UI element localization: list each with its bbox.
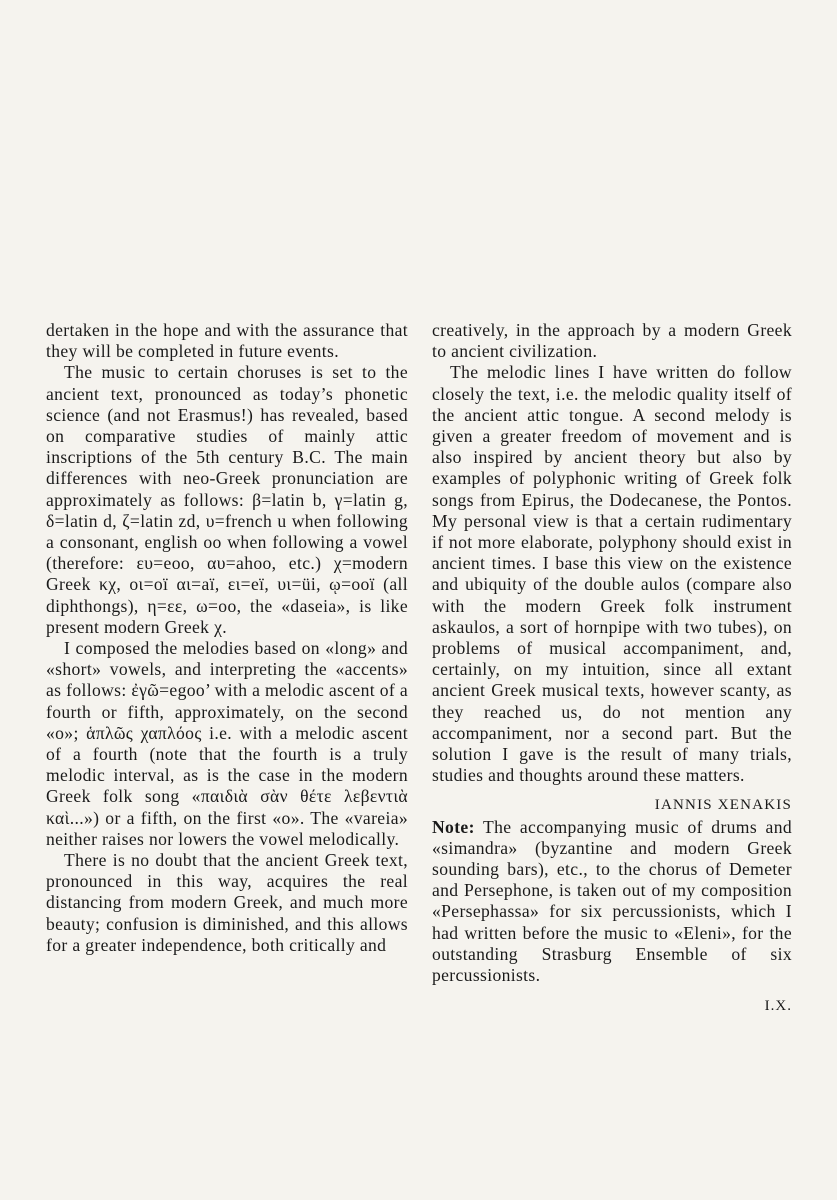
paragraph: I composed the melodies based on «long» and «short» vowels, and interpreting the «accents» as follows: ἐγῶ=egoo’ with a melodic ascent of a fourth or fifth, approximately, on the second «o»; ἁπλῶς χαπλόος i.e. with a melodic ascent of a fourth (note that the fourth is a truly melodic interval, as is the case in the modern Greek folk song «παιδιὰ σὰν θέτε λεβεντιὰ καὶ...») or a fifth, on the first «o». The «vareia» neither raises nor lowers the vowel melodically.: [46, 638, 408, 849]
paragraph: creatively, in the approach by a modern Greek to ancient civilization.: [432, 320, 792, 362]
note-paragraph: [432, 817, 792, 987]
author-signature: IANNIS XENAKIS: [654, 797, 792, 814]
paragraph: There is no doubt that the ancient Greek text, pronounced in this way, acquires the real distancing from modern Greek, and much more beauty; confusion is diminished, and this allows for a greater independence, both critically and: [46, 850, 408, 955]
paragraph: The music to certain choruses is set to the ancient text, pronounced as today’s phonetic science (and not Erasmus!) has revealed, based on comparative studies of mainly attic inscriptions of the 5th century B.C. The main differences with neo-Greek pronunciation are approximately as follows: β=latin b, γ=latin g, δ=latin d, ζ=latin zd, υ=french u when following a consonant, english oo when following a vowel (therefore: ευ=eoo, αυ=ahoo, etc.) χ=modern Greek κχ, οι=oï αι=aï, ει=eï, υι=üi, ῳ=ooï (all diphthongs), η=εε, ω=oo, the «daseia», is like present modern Greek χ.: [46, 362, 408, 637]
note-label: Note:: [432, 816, 475, 837]
paragraph: The melodic lines I have written do follow closely the text, i.e. the melodic quality itself of the ancient attic tongue. A second melody is given a greater freedom of movement and is also inspired by ancient theory but also by examples of polyphonic writing of Greek folk songs from Epirus, the Dodecanese, the Pontos. My personal view is that a certain rudimentary if not more elaborate, polyphony should exist in ancient times. I base this view on the existence and ubiquity of the double aulos (compare also with the modern Greek folk instrument askaulos, a sort of hornpipe with two tubes), on problems of musical accompaniment, and, certainly, on my intuition, since all extant ancient Greek musical texts, however scanty, as they reached us, do not mention any accompaniment, nor a second part. But the solution I gave is the result of many trials, studies and thoughts around these matters.: [432, 362, 792, 786]
paragraph: dertaken in the hope and with the assurance that they will be completed in future events.: [46, 320, 408, 362]
right-text-column: [432, 320, 792, 1018]
note-text: The accompanying music of drums and «simandra» (byzantine and modern Greek sounding bars), etc., to the chorus of Demeter and Persephone, is taken out of my composition «Persephassa» for six percussionists, which I had written before the music to «Eleni», for the outstanding Strasburg Ensemble of six percussionists.: [432, 816, 792, 986]
author-initials: I.X.: [764, 998, 792, 1015]
left-text-column: [46, 320, 408, 956]
